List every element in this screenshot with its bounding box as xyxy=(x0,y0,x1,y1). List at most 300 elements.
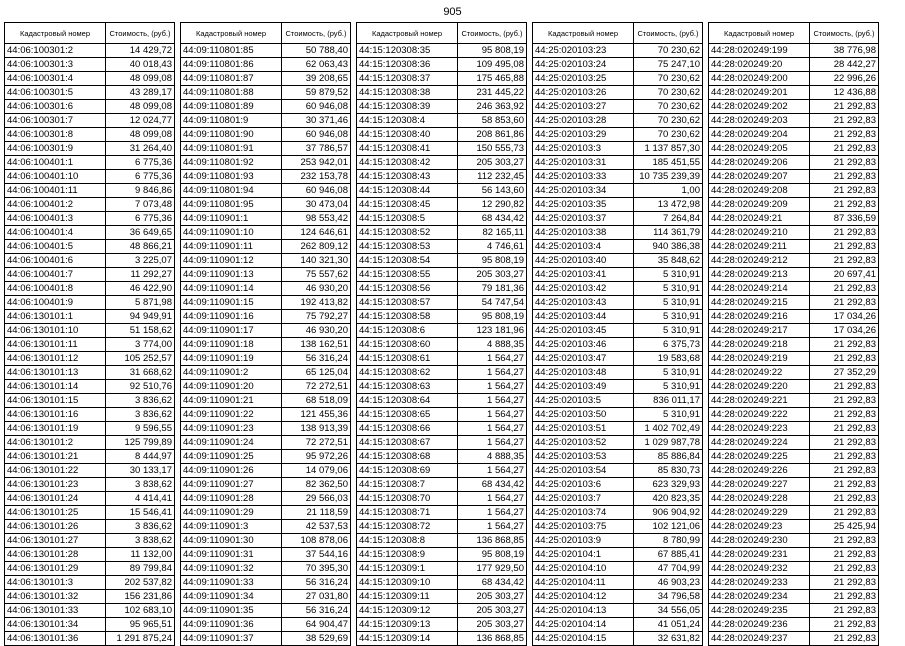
cost-cell: 10 735 239,39 xyxy=(634,170,703,184)
cost-cell: 68 434,42 xyxy=(458,576,527,590)
table-row xyxy=(709,142,879,156)
cost-cell: 232 153,78 xyxy=(282,170,351,184)
cadastral-number-cell: 44:15:120308:45 xyxy=(357,198,458,212)
cost-cell: 40 018,43 xyxy=(106,58,175,72)
cadastral-number-cell: 44:28:020249:22 xyxy=(709,366,810,380)
cadastral-number-cell: 44:09:110901:34 xyxy=(181,590,282,604)
table-row xyxy=(533,394,703,408)
cadastral-number-cell: 44:15:120308:72 xyxy=(357,520,458,534)
cadastral-number-cell: 44:06:130101:13 xyxy=(5,366,106,380)
cost-cell: 114 361,79 xyxy=(634,226,703,240)
cost-cell: 87 336,59 xyxy=(810,212,879,226)
cadastral-number-cell: 44:06:130101:14 xyxy=(5,380,106,394)
cost-cell: 623 329,93 xyxy=(634,478,703,492)
cost-cell: 28 442,27 xyxy=(810,58,879,72)
cost-cell: 68 434,42 xyxy=(458,212,527,226)
cadastral-number-cell: 44:28:020249:220 xyxy=(709,380,810,394)
cost-cell: 75 557,62 xyxy=(282,268,351,282)
cost-cell: 4 888,35 xyxy=(458,338,527,352)
table-row xyxy=(709,632,879,646)
cadastral-number-cell: 44:25:020103:9 xyxy=(533,534,634,548)
table-row xyxy=(181,352,351,366)
table-row xyxy=(5,604,175,618)
cadastral-number-cell: 44:28:020249:211 xyxy=(709,240,810,254)
table-row xyxy=(181,198,351,212)
table-row xyxy=(533,618,703,632)
cost-cell: 1 564,27 xyxy=(458,422,527,436)
table-row xyxy=(181,422,351,436)
cost-cell: 185 451,55 xyxy=(634,156,703,170)
table-row xyxy=(5,394,175,408)
cost-cell: 21 292,83 xyxy=(810,450,879,464)
cadastral-number-cell: 44:09:110901:15 xyxy=(181,296,282,310)
cost-cell: 59 879,52 xyxy=(282,86,351,100)
cadastral-number-cell: 44:06:100401:7 xyxy=(5,268,106,282)
table-row xyxy=(357,296,527,310)
table-row xyxy=(5,548,175,562)
cadastral-number-cell: 44:25:020103:23 xyxy=(533,44,634,58)
cadastral-number-cell: 44:09:110901:3 xyxy=(181,520,282,534)
cadastral-number-cell: 44:06:130101:15 xyxy=(5,394,106,408)
cost-cell: 836 011,17 xyxy=(634,394,703,408)
cost-cell: 34 796,58 xyxy=(634,590,703,604)
cost-cell: 31 264,40 xyxy=(106,142,175,156)
cadastral-number-cell: 44:28:020249:215 xyxy=(709,296,810,310)
cadastral-number-cell: 44:15:120308:65 xyxy=(357,408,458,422)
table-row xyxy=(533,408,703,422)
cost-cell: 48 099,08 xyxy=(106,128,175,142)
cost-cell: 5 871,98 xyxy=(106,296,175,310)
cadastral-number-cell: 44:28:020249:23 xyxy=(709,520,810,534)
cadastral-number-cell: 44:28:020249:206 xyxy=(709,156,810,170)
cadastral-number-cell: 44:15:120309:10 xyxy=(357,576,458,590)
table-row xyxy=(357,506,527,520)
cost-cell: 202 537,82 xyxy=(106,576,175,590)
cost-cell: 205 303,27 xyxy=(458,618,527,632)
cost-cell: 30 371,46 xyxy=(282,114,351,128)
cost-cell: 48 099,08 xyxy=(106,72,175,86)
cost-cell: 27 352,29 xyxy=(810,366,879,380)
table-row xyxy=(533,114,703,128)
cadastral-number-cell: 44:15:120308:39 xyxy=(357,100,458,114)
table-row xyxy=(533,632,703,646)
cadastral-number-cell: 44:15:120308:37 xyxy=(357,72,458,86)
cost-cell: 21 292,83 xyxy=(810,436,879,450)
table-row xyxy=(357,562,527,576)
cost-cell: 46 930,20 xyxy=(282,282,351,296)
cost-cell: 21 292,83 xyxy=(810,128,879,142)
table-row xyxy=(533,324,703,338)
table-row xyxy=(357,142,527,156)
cadastral-number-cell: 44:25:020103:24 xyxy=(533,58,634,72)
table-row xyxy=(709,268,879,282)
cost-cell: 12 290,82 xyxy=(458,198,527,212)
cost-cell: 231 445,22 xyxy=(458,86,527,100)
table-row xyxy=(709,422,879,436)
table-row xyxy=(5,170,175,184)
table-row xyxy=(709,170,879,184)
table-row xyxy=(5,58,175,72)
cost-cell: 60 946,08 xyxy=(282,184,351,198)
cost-cell: 72 272,51 xyxy=(282,380,351,394)
cost-cell: 21 292,83 xyxy=(810,226,879,240)
cost-cell: 95 965,51 xyxy=(106,618,175,632)
cost-cell: 46 903,23 xyxy=(634,576,703,590)
table-row xyxy=(709,590,879,604)
cost-cell: 12 024,77 xyxy=(106,114,175,128)
table-row xyxy=(533,422,703,436)
table-row xyxy=(181,520,351,534)
cost-cell: 14 429,72 xyxy=(106,44,175,58)
cadastral-number-cell: 44:09:110901:26 xyxy=(181,464,282,478)
cadastral-number-cell: 44:09:110901:16 xyxy=(181,310,282,324)
cadastral-number-cell: 44:25:020103:41 xyxy=(533,268,634,282)
table-row xyxy=(357,282,527,296)
cost-cell: 138 162,51 xyxy=(282,338,351,352)
table-row xyxy=(181,338,351,352)
table-row xyxy=(357,590,527,604)
table-row xyxy=(181,394,351,408)
cadastral-number-cell: 44:28:020249:212 xyxy=(709,254,810,268)
table-row xyxy=(181,632,351,646)
cost-cell: 4 414,41 xyxy=(106,492,175,506)
table-row xyxy=(533,254,703,268)
table-row xyxy=(533,548,703,562)
cost-cell: 3 774,00 xyxy=(106,338,175,352)
cadastral-number-cell: 44:09:110901:35 xyxy=(181,604,282,618)
cost-cell: 3 838,62 xyxy=(106,478,175,492)
table-row xyxy=(533,72,703,86)
cadastral-number-cell: 44:06:130101:1 xyxy=(5,310,106,324)
table-row xyxy=(709,366,879,380)
table-row xyxy=(709,296,879,310)
cost-cell: 34 556,05 xyxy=(634,604,703,618)
cost-cell: 1 291 875,24 xyxy=(106,632,175,646)
cost-cell: 68 518,09 xyxy=(282,394,351,408)
cost-cell: 246 363,92 xyxy=(458,100,527,114)
cadastral-number-cell: 44:28:020249:209 xyxy=(709,198,810,212)
cadastral-number-cell: 44:09:110901:21 xyxy=(181,394,282,408)
cost-cell: 6 775,36 xyxy=(106,212,175,226)
cadastral-number-cell: 44:25:020103:52 xyxy=(533,436,634,450)
cost-cell: 21 292,83 xyxy=(810,142,879,156)
table-row xyxy=(5,534,175,548)
cost-cell: 205 303,27 xyxy=(458,268,527,282)
cadastral-number-cell: 44:15:120308:4 xyxy=(357,114,458,128)
table-row xyxy=(533,310,703,324)
cost-cell: 43 289,17 xyxy=(106,86,175,100)
table-row xyxy=(357,604,527,618)
cadastral-number-cell: 44:25:020103:26 xyxy=(533,86,634,100)
cost-cell: 1 564,27 xyxy=(458,436,527,450)
cost-cell: 4 888,35 xyxy=(458,450,527,464)
cost-cell: 6 775,36 xyxy=(106,156,175,170)
cadastral-number-cell: 44:09:110901:18 xyxy=(181,338,282,352)
table-row xyxy=(357,464,527,478)
cadastral-number-cell: 44:15:120309:14 xyxy=(357,632,458,646)
cost-cell: 19 583,68 xyxy=(634,352,703,366)
table-row xyxy=(181,296,351,310)
cadastral-number-cell: 44:15:120309:11 xyxy=(357,590,458,604)
cadastral-number-cell: 44:28:020249:20 xyxy=(709,58,810,72)
cost-cell: 21 292,83 xyxy=(810,618,879,632)
cost-cell: 1 564,27 xyxy=(458,408,527,422)
cadastral-number-cell: 44:25:020103:29 xyxy=(533,128,634,142)
cadastral-number-cell: 44:28:020249:214 xyxy=(709,282,810,296)
table-row xyxy=(357,394,527,408)
table-row xyxy=(709,226,879,240)
cost-cell: 70 230,62 xyxy=(634,128,703,142)
cost-cell: 75 792,27 xyxy=(282,310,351,324)
table-row xyxy=(357,380,527,394)
cadastral-number-cell: 44:06:100401:8 xyxy=(5,282,106,296)
cadastral-number-cell: 44:06:130101:10 xyxy=(5,324,106,338)
cost-cell: 6 775,36 xyxy=(106,170,175,184)
cadastral-number-cell: 44:15:120308:8 xyxy=(357,534,458,548)
cadastral-number-cell: 44:09:110901:12 xyxy=(181,254,282,268)
table-row xyxy=(709,212,879,226)
cadastral-number-cell: 44:09:110801:90 xyxy=(181,128,282,142)
cost-cell: 205 303,27 xyxy=(458,604,527,618)
cadastral-number-cell: 44:25:020104:15 xyxy=(533,632,634,646)
table-row xyxy=(709,338,879,352)
cadastral-number-cell: 44:09:110801:9 xyxy=(181,114,282,128)
cost-cell: 41 051,24 xyxy=(634,618,703,632)
table-row xyxy=(357,86,527,100)
table-row xyxy=(5,632,175,646)
table-row xyxy=(709,156,879,170)
table-row xyxy=(181,86,351,100)
cadastral-number-cell: 44:28:020249:204 xyxy=(709,128,810,142)
cadastral-number-cell: 44:15:120308:63 xyxy=(357,380,458,394)
table-row xyxy=(5,478,175,492)
table-row xyxy=(181,100,351,114)
header-cadastral-number: Кадастровый номер xyxy=(357,23,458,44)
table-row xyxy=(709,520,879,534)
table-row xyxy=(357,450,527,464)
cost-cell: 1,00 xyxy=(634,184,703,198)
cadastral-number-cell: 44:25:020103:5 xyxy=(533,394,634,408)
cadastral-number-cell: 44:28:020249:228 xyxy=(709,492,810,506)
cadastral-number-cell: 44:06:130101:23 xyxy=(5,478,106,492)
cadastral-number-cell: 44:09:110901:11 xyxy=(181,240,282,254)
cost-cell: 21 292,83 xyxy=(810,422,879,436)
cost-cell: 5 310,91 xyxy=(634,366,703,380)
cadastral-number-cell: 44:25:020103:4 xyxy=(533,240,634,254)
cost-cell: 12 436,88 xyxy=(810,86,879,100)
cadastral-number-cell: 44:25:020103:53 xyxy=(533,450,634,464)
cost-cell: 1 564,27 xyxy=(458,366,527,380)
cost-cell: 9 846,86 xyxy=(106,184,175,198)
cost-cell: 29 566,03 xyxy=(282,492,351,506)
cadastral-number-cell: 44:06:100401:2 xyxy=(5,198,106,212)
cost-cell: 3 836,62 xyxy=(106,394,175,408)
table-row xyxy=(357,352,527,366)
header-cadastral-number: Кадастровый номер xyxy=(181,23,282,44)
cadastral-number-cell: 44:09:110901:2 xyxy=(181,366,282,380)
cost-cell: 42 537,53 xyxy=(282,520,351,534)
table-row xyxy=(5,240,175,254)
table-row xyxy=(709,352,879,366)
cost-cell: 21 292,83 xyxy=(810,100,879,114)
cadastral-number-cell: 44:09:110801:86 xyxy=(181,58,282,72)
cost-cell: 5 310,91 xyxy=(634,324,703,338)
cost-cell: 72 272,51 xyxy=(282,436,351,450)
table-row xyxy=(181,254,351,268)
cadastral-number-cell: 44:28:020249:210 xyxy=(709,226,810,240)
cost-cell: 21 292,83 xyxy=(810,296,879,310)
cadastral-number-cell: 44:15:120308:68 xyxy=(357,450,458,464)
cost-cell: 253 942,01 xyxy=(282,156,351,170)
table-row xyxy=(181,310,351,324)
cost-cell: 95 808,19 xyxy=(458,44,527,58)
table-row xyxy=(709,604,879,618)
cadastral-number-cell: 44:06:130101:36 xyxy=(5,632,106,646)
table-row xyxy=(357,408,527,422)
cost-cell: 124 646,61 xyxy=(282,226,351,240)
cost-cell: 1 564,27 xyxy=(458,464,527,478)
cost-cell: 138 913,39 xyxy=(282,422,351,436)
table-row xyxy=(709,618,879,632)
table-row xyxy=(533,184,703,198)
cost-cell: 56 143,60 xyxy=(458,184,527,198)
table-row xyxy=(181,464,351,478)
cadastral-number-cell: 44:06:100401:1 xyxy=(5,156,106,170)
cost-cell: 6 375,73 xyxy=(634,338,703,352)
table-row xyxy=(181,548,351,562)
cost-cell: 31 668,62 xyxy=(106,366,175,380)
cadastral-number-cell: 44:15:120308:69 xyxy=(357,464,458,478)
cost-cell: 85 886,84 xyxy=(634,450,703,464)
cost-cell: 208 861,86 xyxy=(458,128,527,142)
cadastral-number-cell: 44:25:020103:75 xyxy=(533,520,634,534)
cadastral-table-5 xyxy=(708,22,879,646)
cadastral-number-cell: 44:15:120308:7 xyxy=(357,478,458,492)
cadastral-number-cell: 44:28:020249:224 xyxy=(709,436,810,450)
cadastral-number-cell: 44:06:100301:7 xyxy=(5,114,106,128)
cost-cell: 21 292,83 xyxy=(810,478,879,492)
cost-cell: 102 121,06 xyxy=(634,520,703,534)
cadastral-number-cell: 44:28:020249:226 xyxy=(709,464,810,478)
cadastral-number-cell: 44:09:110901:29 xyxy=(181,506,282,520)
cadastral-number-cell: 44:25:020103:27 xyxy=(533,100,634,114)
cadastral-number-cell: 44:06:130101:26 xyxy=(5,520,106,534)
cadastral-number-cell: 44:28:020249:208 xyxy=(709,184,810,198)
table-row xyxy=(533,226,703,240)
cadastral-number-cell: 44:06:130101:3 xyxy=(5,576,106,590)
cadastral-number-cell: 44:25:020103:28 xyxy=(533,114,634,128)
table-row xyxy=(357,114,527,128)
table-row xyxy=(5,506,175,520)
table-row xyxy=(5,618,175,632)
cadastral-number-cell: 44:28:020249:227 xyxy=(709,478,810,492)
table-row xyxy=(5,492,175,506)
table-row xyxy=(533,170,703,184)
cadastral-number-cell: 44:15:120308:42 xyxy=(357,156,458,170)
cost-cell: 48 866,21 xyxy=(106,240,175,254)
cadastral-number-cell: 44:28:020249:199 xyxy=(709,44,810,58)
cost-cell: 5 310,91 xyxy=(634,268,703,282)
table-row xyxy=(5,436,175,450)
table-row xyxy=(357,422,527,436)
cadastral-number-cell: 44:06:100301:8 xyxy=(5,128,106,142)
cost-cell: 1 564,27 xyxy=(458,520,527,534)
cadastral-number-cell: 44:06:100301:2 xyxy=(5,44,106,58)
cadastral-number-cell: 44:09:110901:14 xyxy=(181,282,282,296)
cost-cell: 4 746,61 xyxy=(458,240,527,254)
cost-cell: 11 292,27 xyxy=(106,268,175,282)
cadastral-number-cell: 44:15:120309:13 xyxy=(357,618,458,632)
table-row xyxy=(357,170,527,184)
table-row xyxy=(709,184,879,198)
cadastral-number-cell: 44:06:100301:3 xyxy=(5,58,106,72)
cadastral-number-cell: 44:15:120308:58 xyxy=(357,310,458,324)
table-row xyxy=(181,380,351,394)
table-row xyxy=(5,450,175,464)
cadastral-number-cell: 44:25:020103:3 xyxy=(533,142,634,156)
table-row xyxy=(5,464,175,478)
cadastral-number-cell: 44:06:100301:4 xyxy=(5,72,106,86)
cadastral-number-cell: 44:06:100401:6 xyxy=(5,254,106,268)
table-row xyxy=(357,436,527,450)
cost-cell: 21 292,83 xyxy=(810,506,879,520)
table-row xyxy=(533,590,703,604)
header-cadastral-number: Кадастровый номер xyxy=(5,23,106,44)
table-row xyxy=(5,212,175,226)
cost-cell: 38 776,98 xyxy=(810,44,879,58)
table-row xyxy=(357,338,527,352)
table-row xyxy=(181,212,351,226)
table-row xyxy=(533,212,703,226)
cost-cell: 21 292,83 xyxy=(810,156,879,170)
table-row xyxy=(5,44,175,58)
header-cost: Стоимость, (руб.) xyxy=(106,23,175,44)
cadastral-number-cell: 44:15:120308:52 xyxy=(357,226,458,240)
cost-cell: 1 564,27 xyxy=(458,352,527,366)
cadastral-number-cell: 44:28:020249:203 xyxy=(709,114,810,128)
table-row xyxy=(533,576,703,590)
cost-cell: 22 996,26 xyxy=(810,72,879,86)
cadastral-number-cell: 44:28:020249:222 xyxy=(709,408,810,422)
table-row xyxy=(533,240,703,254)
cadastral-number-cell: 44:25:020103:33 xyxy=(533,170,634,184)
cadastral-number-cell: 44:25:020104:10 xyxy=(533,562,634,576)
cost-cell: 109 495,08 xyxy=(458,58,527,72)
cadastral-number-cell: 44:15:120308:41 xyxy=(357,142,458,156)
table-row xyxy=(357,72,527,86)
table-row xyxy=(533,296,703,310)
cadastral-table-3 xyxy=(356,22,527,646)
cadastral-number-cell: 44:28:020249:233 xyxy=(709,576,810,590)
table-row xyxy=(533,142,703,156)
cadastral-number-cell: 44:25:020103:74 xyxy=(533,506,634,520)
table-row xyxy=(357,44,527,58)
cadastral-number-cell: 44:25:020103:54 xyxy=(533,464,634,478)
table-row xyxy=(709,72,879,86)
cadastral-number-cell: 44:09:110801:95 xyxy=(181,198,282,212)
cost-cell: 37 786,57 xyxy=(282,142,351,156)
cost-cell: 25 425,94 xyxy=(810,520,879,534)
cadastral-number-cell: 44:28:020249:216 xyxy=(709,310,810,324)
table-row xyxy=(709,576,879,590)
cost-cell: 192 413,82 xyxy=(282,296,351,310)
cadastral-number-cell: 44:15:120308:60 xyxy=(357,338,458,352)
cost-cell: 1 402 702,49 xyxy=(634,422,703,436)
header-cadastral-number: Кадастровый номер xyxy=(709,23,810,44)
cost-cell: 150 555,73 xyxy=(458,142,527,156)
cadastral-number-cell: 44:28:020249:205 xyxy=(709,142,810,156)
table-row xyxy=(709,534,879,548)
